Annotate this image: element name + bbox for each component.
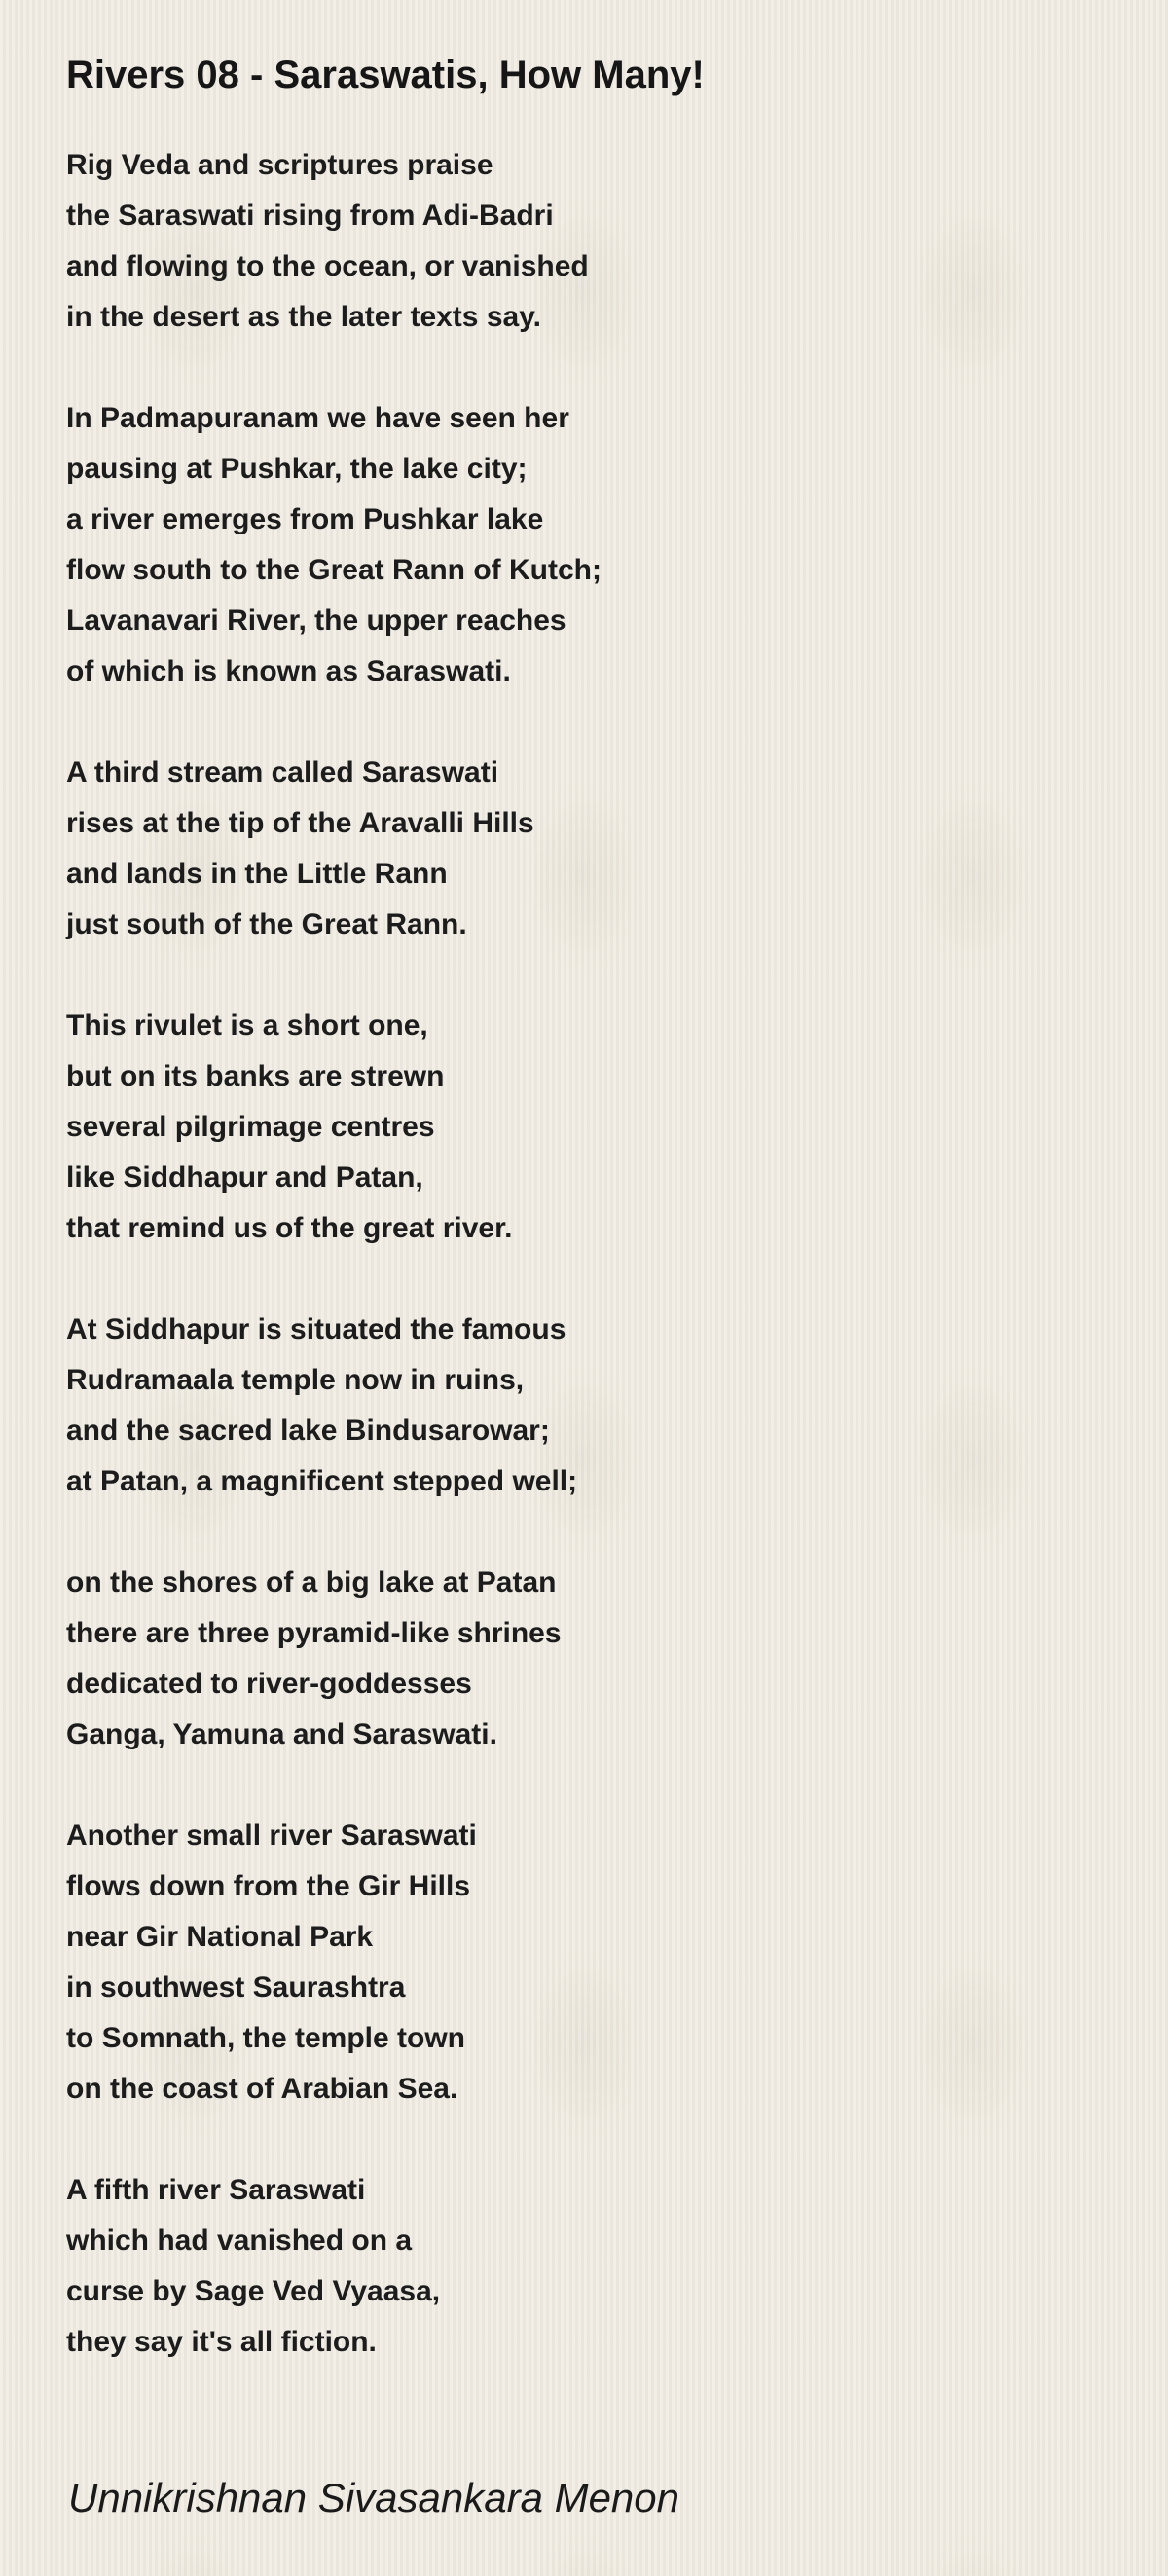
stanza-1 xyxy=(66,140,1117,343)
poem-line: At Siddhapur is situated the famous xyxy=(66,1313,566,1345)
poem-line: and lands in the Little Rann xyxy=(66,858,448,890)
poem-line: there are three pyramid-like shrines xyxy=(66,1617,562,1649)
poem-line: curse by Sage Ved Vyaasa, xyxy=(66,2275,441,2307)
poem-line: in southwest Saurashtra xyxy=(66,1971,406,2004)
poem-line: Rig Veda and scriptures praise xyxy=(66,149,493,181)
poem-line: the Saraswati rising from Adi-Badri xyxy=(66,200,554,232)
poem-line: they say it's all fiction. xyxy=(66,2326,377,2358)
poem-line: In Padmapuranam we have seen her xyxy=(66,402,569,434)
poem-line: like Siddhapur and Patan, xyxy=(66,1161,423,1194)
poem-line: of which is known as Saraswati. xyxy=(66,655,511,687)
stanza-8 xyxy=(66,2165,1117,2368)
poem-line: This rivulet is a short one, xyxy=(66,1010,428,1042)
poem-line: flow south to the Great Rann of Kutch; xyxy=(66,554,602,586)
poem-line: flows down from the Gir Hills xyxy=(66,1870,471,1902)
stanza-6 xyxy=(66,1558,1117,1760)
stanza-4 xyxy=(66,1001,1117,1254)
poem-line: in the desert as the later texts say. xyxy=(66,301,541,333)
poem-line: on the shores of a big lake at Patan xyxy=(66,1566,557,1599)
poem-line: several pilgrimage centres xyxy=(66,1111,435,1143)
poem-line: that remind us of the great river. xyxy=(66,1212,513,1244)
poem-line: near Gir National Park xyxy=(66,1921,374,1953)
stanza-2 xyxy=(66,393,1117,697)
poem-line: Rudramaala temple now in ruins, xyxy=(66,1364,525,1396)
poem-line: pausing at Pushkar, the lake city; xyxy=(66,453,528,485)
poem-line: and flowing to the ocean, or vanished xyxy=(66,250,589,282)
poem-line: Lavanavari River, the upper reaches xyxy=(66,605,566,637)
stanza-3 xyxy=(66,748,1117,950)
poem-page xyxy=(66,47,1117,2418)
poem-line: and the sacred lake Bindusarowar; xyxy=(66,1415,550,1447)
poem-line: Ganga, Yamuna and Saraswati. xyxy=(66,1718,497,1750)
poem-line: A third stream called Saraswati xyxy=(66,756,499,789)
poem-line: dedicated to river-goddesses xyxy=(66,1668,472,1700)
poem-line: Another small river Saraswati xyxy=(66,1820,477,1852)
poem-author: Unnikrishnan Sivasankara Menon xyxy=(68,2475,680,2521)
poem-line: A fifth river Saraswati xyxy=(66,2174,366,2206)
poem-title: Rivers 08 - Saraswatis, How Many! xyxy=(66,54,705,96)
poem-line: rises at the tip of the Aravalli Hills xyxy=(66,807,534,839)
stanza-5 xyxy=(66,1305,1117,1507)
poem-line: but on its banks are strewn xyxy=(66,1060,445,1092)
poem-line: just south of the Great Rann. xyxy=(66,908,467,940)
poem-line: a river emerges from Pushkar lake xyxy=(66,503,544,535)
poem-body xyxy=(66,140,1117,2368)
poem-line: on the coast of Arabian Sea. xyxy=(66,2073,458,2105)
poem-line: to Somnath, the temple town xyxy=(66,2022,465,2054)
stanza-7 xyxy=(66,1811,1117,2115)
poem-line: which had vanished on a xyxy=(66,2225,413,2257)
poem-line: at Patan, a magnificent stepped well; xyxy=(66,1465,578,1497)
